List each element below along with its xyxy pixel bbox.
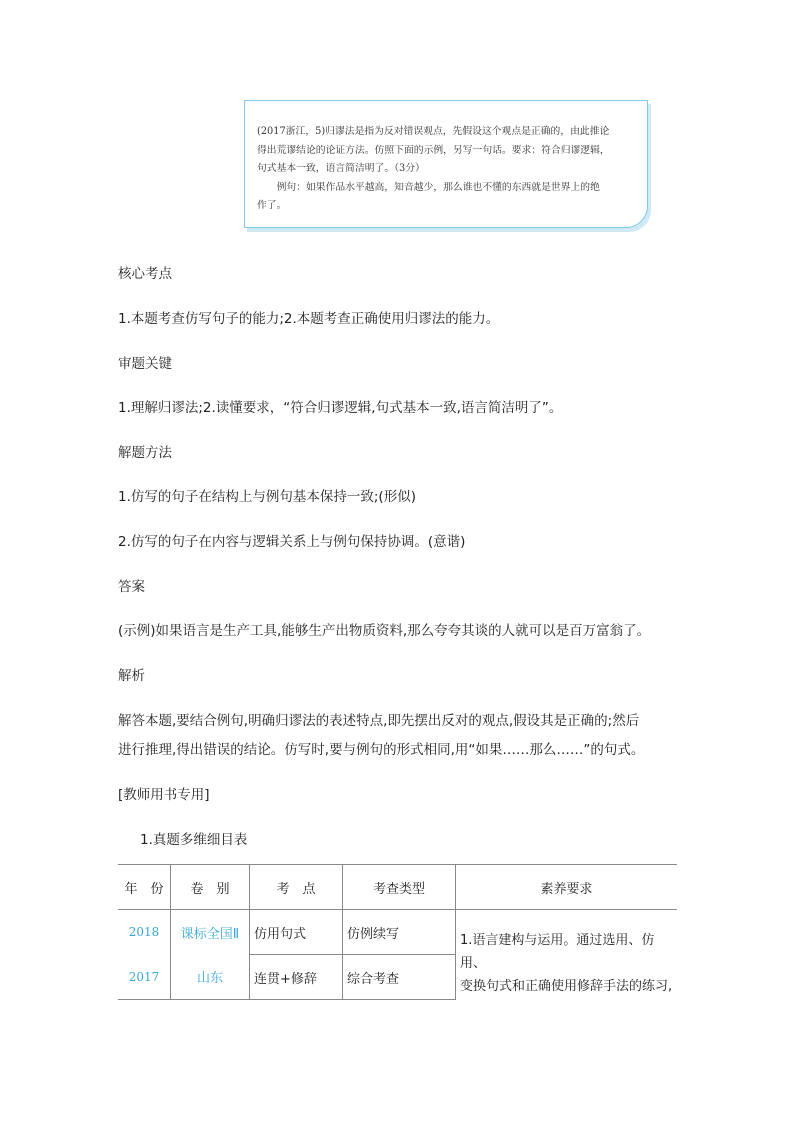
key-text: 1.理解归谬法;2.读懂要求，“符合归谬逻辑,句式基本一致,语言简洁明了”。 [118,400,563,416]
answer-text: (示例)如果语言是生产工具,能够生产出物质资料,那么夸夸其谈的人就可以是百万富翁了。 [118,623,651,639]
key-title: 审题关键 [118,356,172,372]
row-year: 2017 [118,955,171,1000]
table-title: 1.真题多维细目表 [140,832,248,848]
header-point: 考 点 [250,865,343,910]
header-requirement: 素养要求 [456,865,678,910]
row-type: 综合考查 [343,955,456,1000]
question-frame [244,100,648,228]
answer-title: 答案 [118,579,145,595]
question-text [257,123,635,216]
question-line-5: 作了。 [257,200,287,211]
question-line-3: 句式基本一致，语言简洁明了。（3分） [257,163,425,174]
requirement-cell [456,910,678,1000]
row-point: 连贯+修辞 [250,955,343,1000]
method-line-1: 1.仿写的句子在结构上与例句基本保持一致;(形似) [118,489,416,505]
question-line-4: 例句：如果作品水平越高，知音越少，那么谁也不懂的东西就是世界上的绝 [276,181,600,193]
core-title: 核心考点 [118,266,172,282]
row-point: 仿用句式 [250,910,343,955]
header-year: 年 份 [118,865,171,910]
analysis-title: 解析 [118,668,145,684]
teacher-note: [教师用书专用] [118,787,210,803]
table-header-row [118,865,677,910]
header-volume: 卷 别 [171,865,250,910]
requirement-line-2: 变换句式和正确使用修辞手法的练习, [460,979,673,995]
table-row [118,910,677,955]
row-year: 2018 [128,925,160,940]
requirement-line-1: 1.语言建构与运用。通过选用、仿用、 [460,933,655,972]
row-volume: 山东 [171,955,250,1000]
method-line-2: 2.仿写的句子在内容与逻辑关系上与例句保持协调。(意谐) [118,534,466,550]
question-line-2: 得出荒谬结论的论证方法。仿照下面的示例，另写一句话。要求：符合归谬逻辑， [257,144,610,156]
core-text: 1.本题考查仿写句子的能力;2.本题考查正确使用归谬法的能力。 [118,311,500,327]
analysis-line-1: 解答本题,要结合例句,明确归谬法的表述特点,即先摆出反对的观点,假设其是正确的;然后 [118,713,640,729]
row-type: 仿例续写 [343,910,456,955]
header-type: 考查类型 [343,865,456,910]
row-volume: 课标全国Ⅱ [171,910,250,955]
method-title: 解题方法 [118,445,172,461]
analysis-line-2: 进行推理,得出错误的结论。仿写时,要与例句的形式相同,用“如果……那么……”的句式。 [118,742,645,758]
multi-dimension-table [118,864,677,1000]
question-line-1: (2017浙江，5)归谬法是指为反对错误观点，先假设这个观点是正确的，由此推论 [257,126,610,137]
question-box [244,100,650,232]
